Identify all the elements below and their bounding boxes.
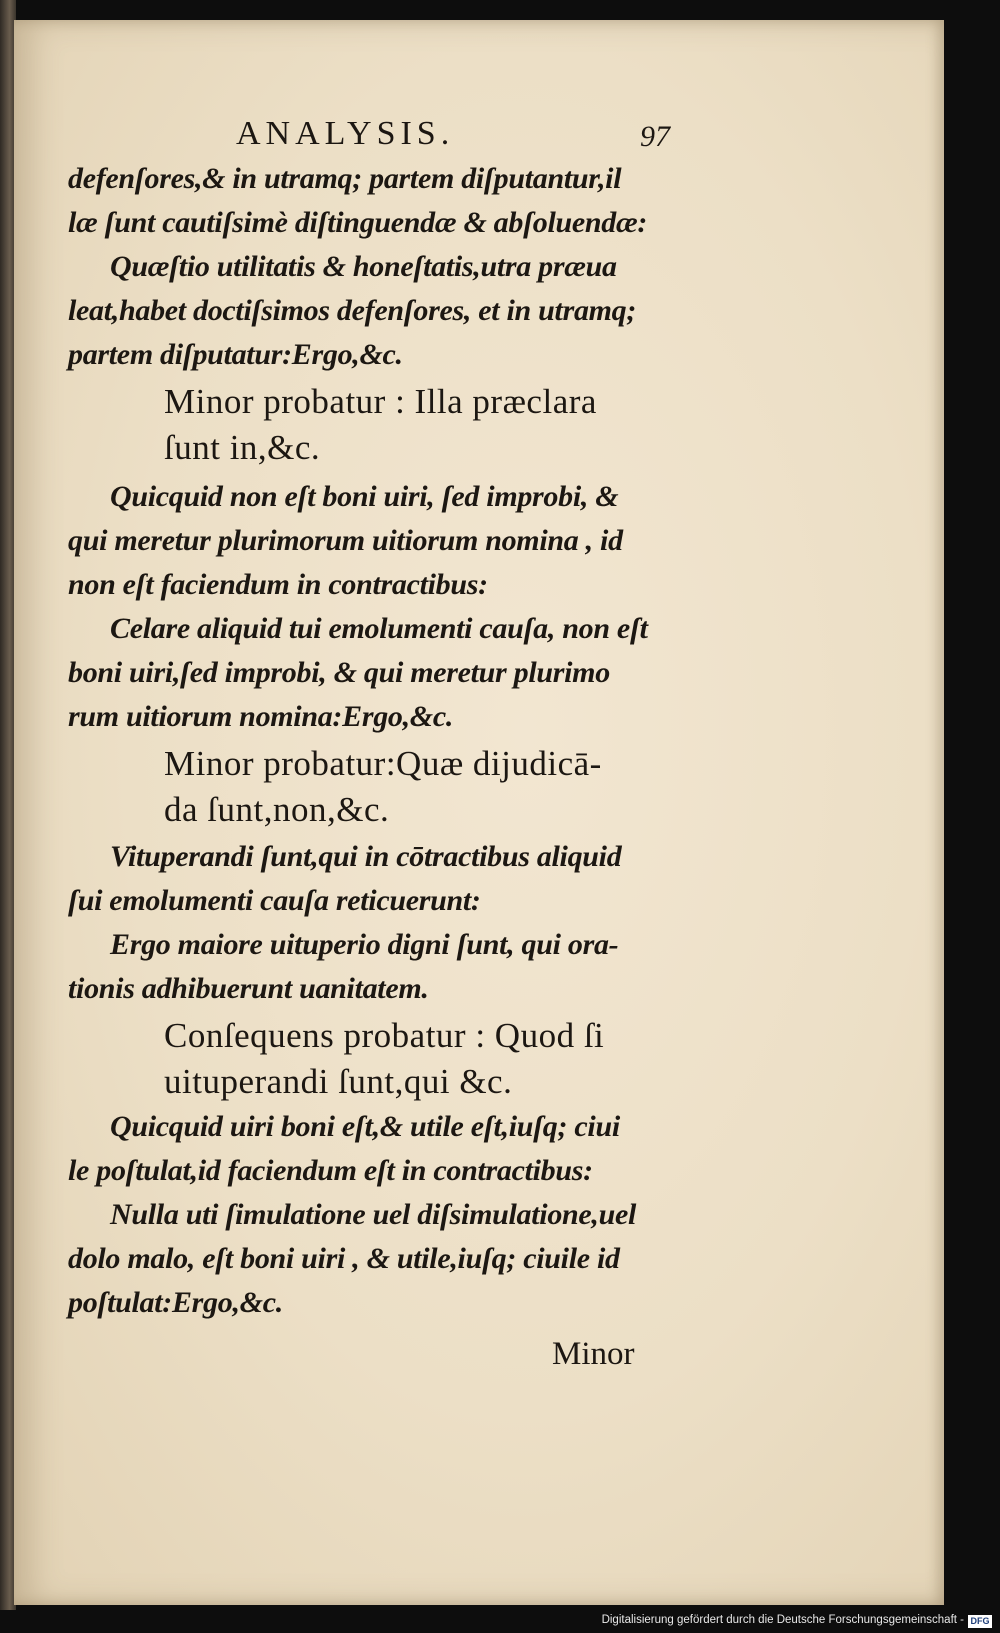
text-line: Quicquid non eſt boni uiri, ſed improbi, & [110, 480, 619, 513]
text-line: non eſt faciendum in contractibus: [68, 568, 488, 601]
text-line: boni uiri,ſed improbi, & qui meretur plurimo [68, 656, 610, 689]
page-number: 97 [640, 120, 670, 153]
text-line: Minor probatur:Quæ dijudicā- [164, 744, 602, 783]
text-line: Vituperandi ſunt,qui in cōtractibus aliquid [110, 840, 622, 873]
text-line: læ ſunt cautiſsimè diſtinguendæ & abſoluendæ: [68, 206, 648, 239]
text-line: ſui emolumenti cauſa reticuerunt: [68, 884, 481, 917]
text-line: Quæſtio utilitatis & honeſtatis,utra præua [110, 250, 617, 283]
text-line: Celare aliquid tui emolumenti cauſa, non eſt [110, 612, 648, 645]
running-head: ANALYSIS. [236, 115, 455, 152]
text-line: poſtulat:Ergo,&c. [68, 1286, 283, 1319]
text-line: Nulla uti ſimulatione uel diſsimulatione,uel [110, 1198, 637, 1231]
text-line: Minor probatur : Illa præclara [164, 382, 597, 421]
text-line: rum uitiorum nomina:Ergo,&c. [68, 700, 454, 733]
text-line: defenſores,& in utramq; partem diſputantur,il [68, 162, 622, 195]
catchword: Minor [552, 1336, 635, 1372]
text-line: Conſequens probatur : Quod ſi [164, 1016, 605, 1055]
text-line: dolo malo, eſt boni uiri , & utile,iuſq; ciuile id [68, 1242, 620, 1275]
dfg-logo: DFG [968, 1615, 992, 1628]
text-line: le poſtulat,id faciendum eſt in contractibus: [68, 1154, 593, 1187]
funding-note: Digitalisierung gefördert durch die Deutsche Forschungsgemeinschaft - [601, 1614, 964, 1626]
text-line: tionis adhibuerunt uanitatem. [68, 972, 429, 1005]
text-line: ſunt in,&c. [164, 428, 321, 467]
text-line: partem diſputatur:Ergo,&c. [68, 338, 403, 371]
text-line: leat,habet doctiſsimos defenſores, et in utramq; [68, 294, 637, 327]
text-line: Ergo maiore uituperio digni ſunt, qui ora- [110, 928, 619, 961]
text-line: uituperandi ſunt,qui &c. [164, 1062, 513, 1101]
text-line: qui meretur plurimorum uitiorum nomina , id [68, 524, 623, 557]
text-line: Quicquid uiri boni eſt,& utile eſt,iuſq; ciui [110, 1110, 620, 1143]
text-line: da ſunt,non,&c. [164, 790, 390, 829]
page-text-block [14, 20, 944, 1605]
book-page [14, 20, 944, 1605]
